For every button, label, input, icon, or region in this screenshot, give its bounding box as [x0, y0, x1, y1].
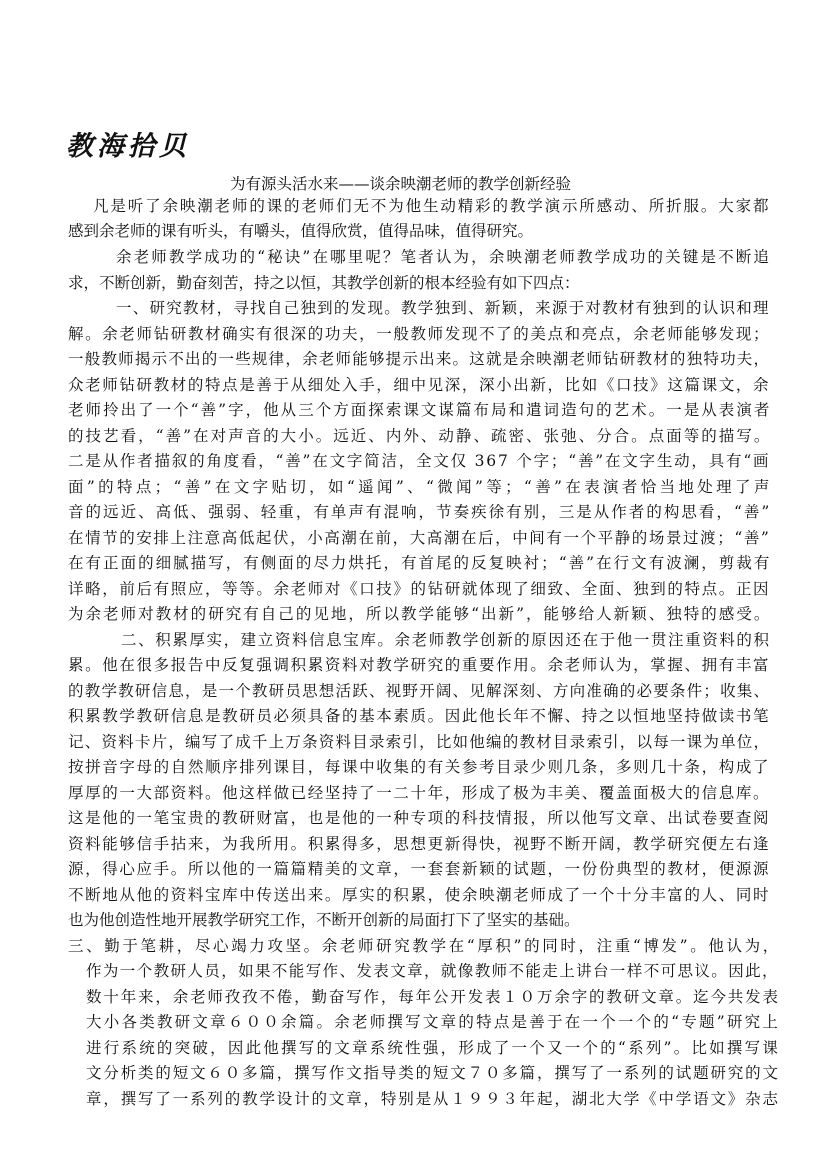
text-line: 面”的特点；“善”在文字贴切，如“遥闻”、“微闻”等；“善”在表演者恰当地处理了声 [68, 478, 773, 496]
text-line: 感到余老师的课有听头，有嚼头，值得欣赏，值得品味，值得研究。 [68, 222, 534, 240]
text-line: 求，不断创新，勤奋刻苦，持之以恒，其教学创新的根本经验有如下四点： [68, 274, 580, 292]
text-line: 音的远近、高低、强弱、轻重，有单声有混响，节奏疾徐有别，三是从作者的构思看，“善” [68, 503, 772, 521]
text-line: 作为一个教研人员，如果不能写作、发表文章，就像教师不能走上讲台一样不可思议。因此， [86, 962, 779, 980]
article-title: 为有源头活水来——谈余映潮老师的教学创新经验 [230, 175, 572, 193]
text-line: 的教学教研信息，是一个教研员思想活跃、视野开阔、见解深刻、方向准确的必要条件；收集、 [68, 682, 771, 700]
text-line: 文分析类的短文６０多篇，撰写作文指导类的短文７０多篇，撰写了一系列的试题研究的文 [86, 1064, 780, 1082]
text-line: 不断地从他的资料宝库中传送出来。厚实的积累，使余映潮老师成了一个十分丰富的人、同时 [68, 886, 771, 904]
text-line: 一般教师揭示不出的一些规律，余老师能够提示出来。这就是余映潮老师钻研教材的独特功夫， [68, 350, 771, 368]
text-line: 这是他的一笔宝贵的教研财富，也是他的一种专项的科技情报，所以他写文章、出试卷要查阅 [68, 809, 771, 827]
text-line: 二是从作者描叙的角度看，“善”在文字简洁，全文仅 367 个字；“善”在文字生动，具有“画 [68, 452, 771, 470]
text-line: 资料能够信手拈来，为我所用。积累得多，思想更新得快，视野不断开阔，教学研究便左右逢 [68, 835, 771, 853]
text-line: 解。余老师钻研教材确实有很深的功夫，一般教师发现不了的美点和亮点，余老师能够发现； [68, 325, 771, 343]
text-line: 章，撰写了一系列的教学设计的文章，特别是从１９９３年起，湖北大学《中学语文》杂志 [86, 1090, 780, 1108]
text-line: 一、研究教材，寻找自己独到的发现。教学独到、新颖，来源于对教材有独到的认识和理 [116, 299, 770, 317]
text-line: 在情节的安排上注意高低起伏，小高潮在前，大高潮在后，中间有一个平静的场景过渡；“善” [68, 529, 771, 547]
section-heading: 教海拾贝 [66, 131, 190, 162]
text-line: 为余老师对教材的研究有自己的见地，所以教学能够“出新”，能够给人新颖、独特的感受。 [68, 605, 772, 623]
text-line: 老师拎出了一个“善”字，他从三个方面探索课文谋篇布局和遣词造句的艺术。一是从表演者 [68, 401, 772, 419]
text-line: 数十年来，余老师孜孜不倦，勤奋写作，每年公开发表１０万余字的教研文章。迄今共发表 [86, 988, 780, 1006]
text-line: 进行系统的突破，因此他撰写的文章系统性强，形成了一个又一个的“系列”。比如撰写课 [86, 1039, 781, 1057]
text-line: 按拼音字母的自然顺序排列课目，每课中收集的有关参考目录少则几条，多则几十条，构成了 [68, 758, 771, 776]
text-line: 详略，前后有照应，等等。余老师对《口技》的钻研就体现了细致、全面、独到的特点。正因 [68, 580, 771, 598]
text-line: 在有正面的细腻描写，有侧面的尽力烘托，有首尾的反复映衬；“善”在行文有波澜，剪裁有 [68, 554, 772, 572]
text-line: 余老师教学成功的“秘诀”在哪里呢？笔者认为，余映潮老师教学成功的关键是不断追 [116, 248, 771, 266]
text-line: 累。他在很多报告中反复强调积累资料对教学研究的重要作用。余老师认为，掌握、拥有丰富 [68, 656, 771, 674]
text-line: 大小各类教研文章６００余篇。余老师撰写文章的特点是善于在一个一个的“专题”研究上 [86, 1013, 781, 1031]
text-line: 二、积累厚实，建立资料信息宝库。余老师教学创新的原因还在于他一贯注重资料的积 [121, 631, 771, 649]
text-line: 三、勤于笔耕，尽心竭力攻坚。余老师研究教学在“厚积”的同时，注重“博发”。他认为， [68, 937, 781, 955]
text-line: 积累教学教研信息是教研员必须具备的基本素质。因此他长年不懈、持之以恒地坚持做读书笔 [68, 707, 771, 725]
text-line: 厚厚的一大部资料。他这样做已经坚持了一二十年，形成了极为丰美、覆盖面极大的信息库。 [68, 784, 771, 802]
text-line: 凡是听了余映潮老师的课的老师们无不为他生动精彩的教学演示所感动、所折服。大家都 [93, 197, 771, 215]
text-line: 源，得心应手。所以他的一篇篇精美的文章，一套套新颖的试题，一份份典型的教材，便源源 [68, 860, 771, 878]
text-line: 众老师钻研教材的特点是善于从细处入手，细中见深，深小出新，比如《口技》这篇课文，余 [68, 376, 771, 394]
text-line: 的技艺看，“善”在对声音的大小。远近、内外、动静、疏密、张弛、分合。点面等的描写。 [68, 427, 772, 445]
text-line: 记、资料卡片，编写了成千上万条资料目录索引，比如他编的教材目录索引，以每一课为单位， [68, 733, 771, 751]
text-line: 也为他创造性地开展教学研究工作，不断开创新的局面打下了坚实的基础。 [68, 911, 580, 929]
